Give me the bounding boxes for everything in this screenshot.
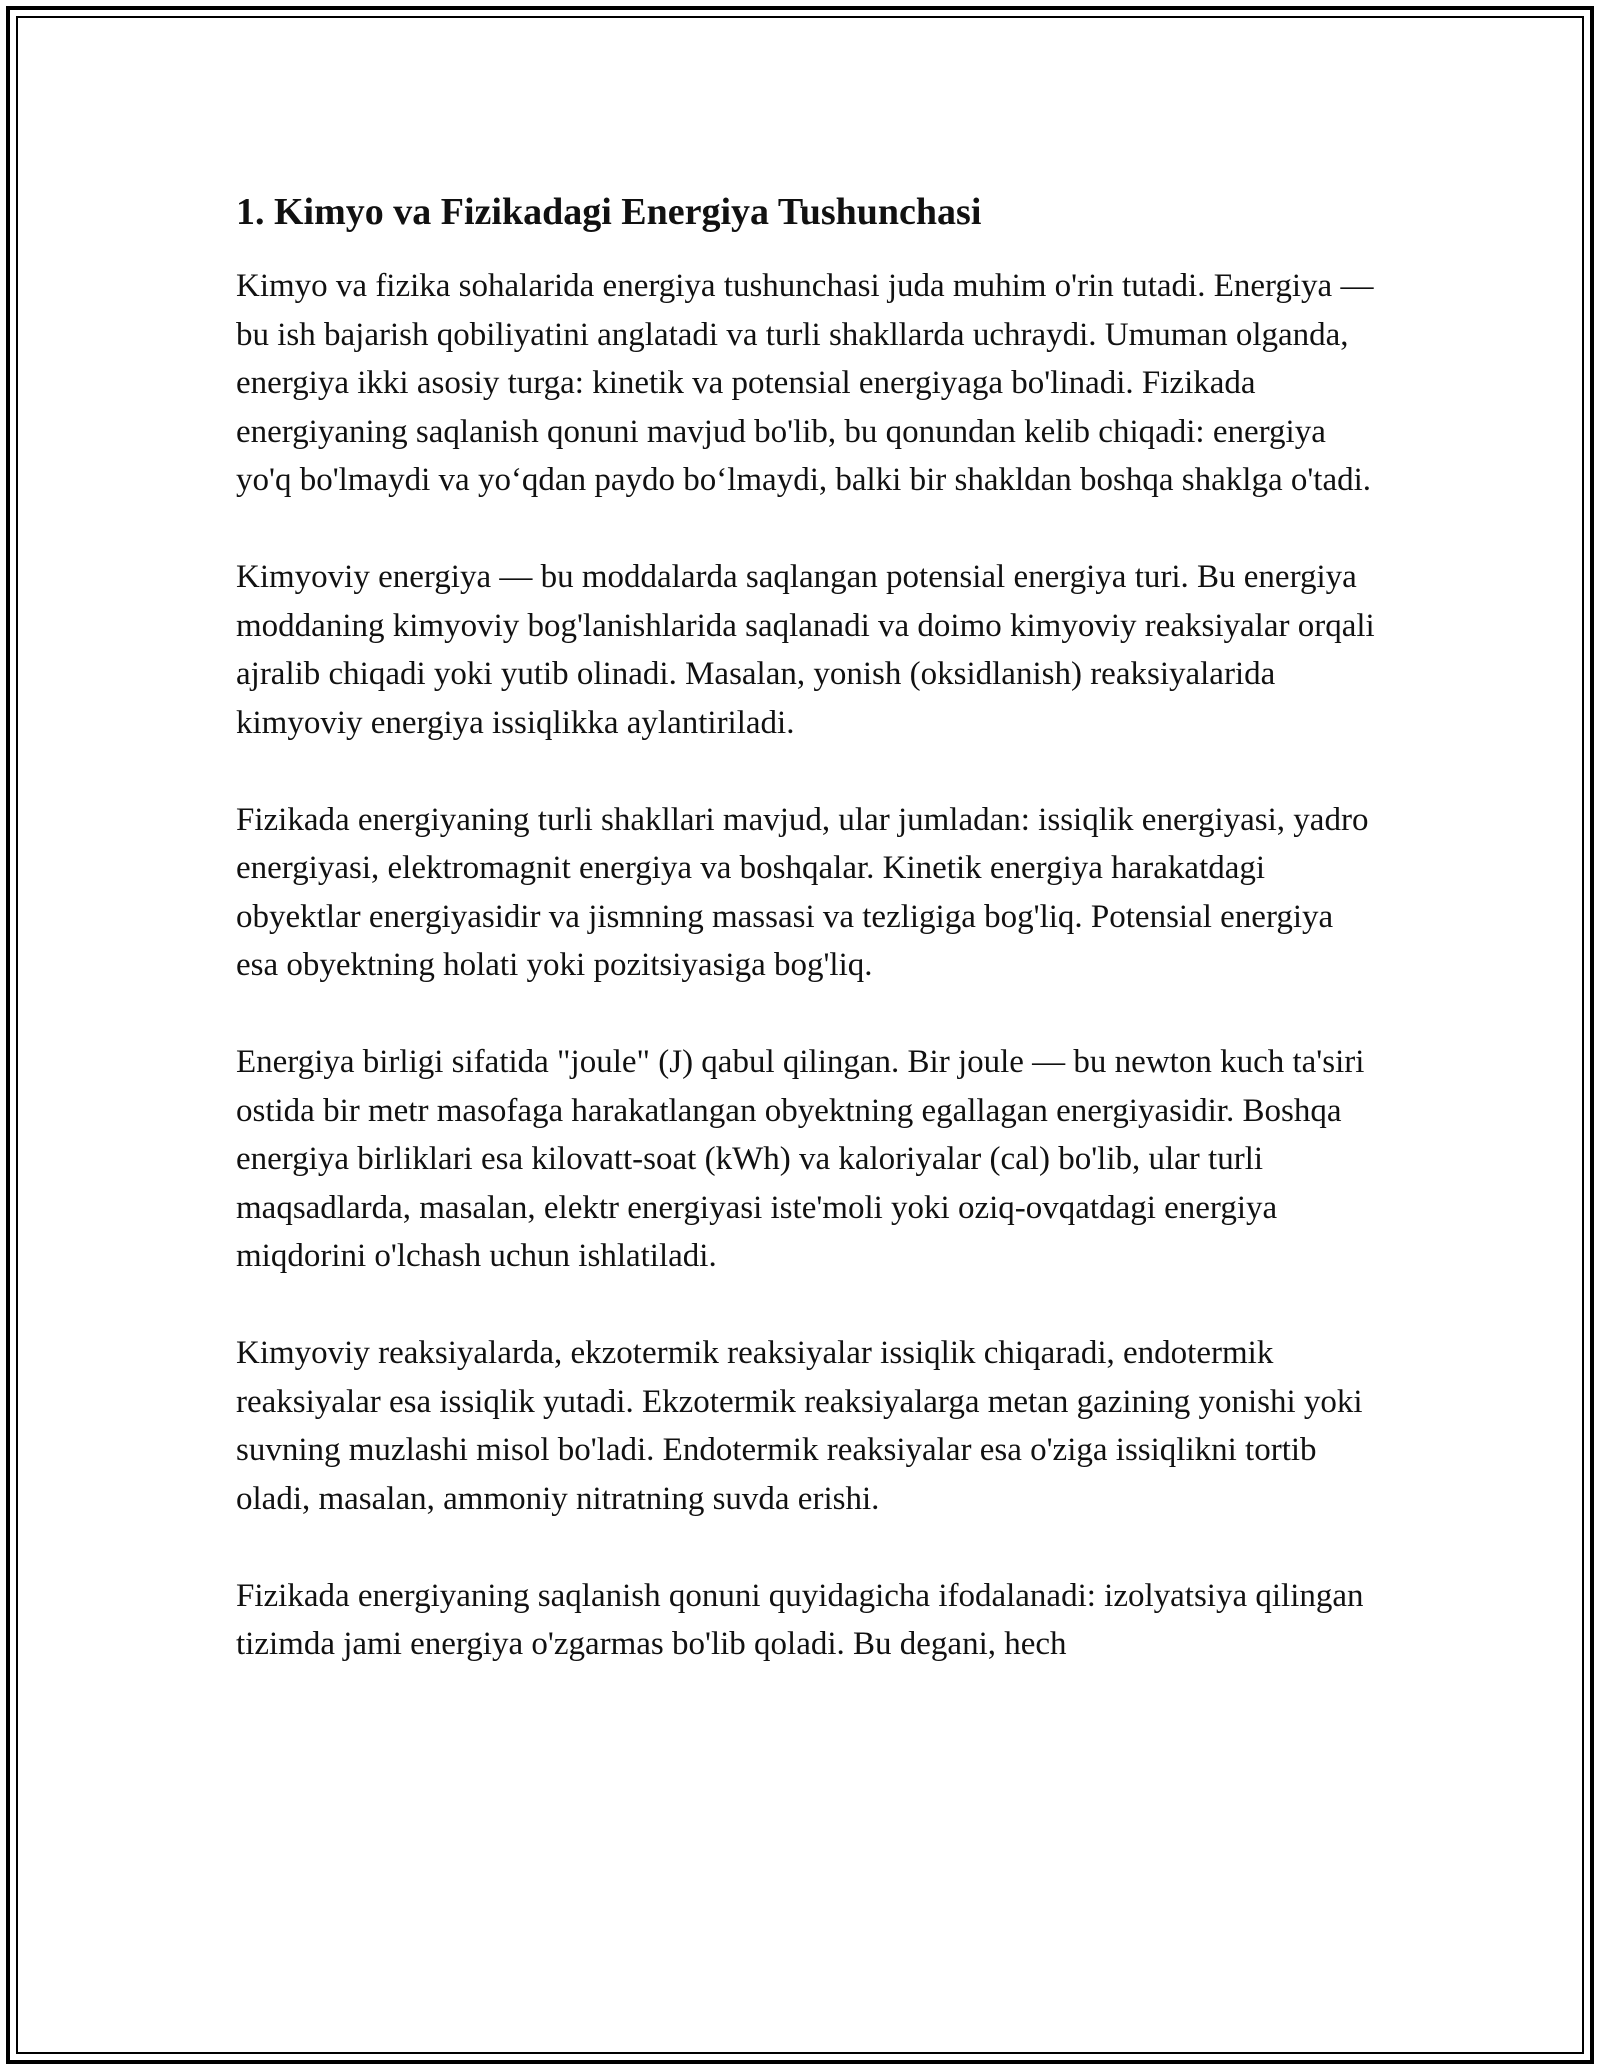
paragraph-2: Kimyoviy energiya — bu moddalarda saqlangan potensial energiya turi. Bu energiya moddaning kimyoviy bog'lanishlarida saqlanadi va doimo kimyoviy reaksiyalar orqali ajralib chiqadi yoki yutib olinadi. Masalan, yonish (oksidlanish) reaksiyalarida kimyoviy energiya issiqlikka aylantiriladi.	[236, 559, 1375, 741]
paragraph-6: Fizikada energiyaning saqlanish qonuni quyidagicha ifodalanadi: izolyatsiya qilingan tizimda jami energiya o'zgarmas bo'lib qoladi. Bu degani, hech	[236, 1577, 1364, 1662]
paragraph-5: Kimyoviy reaksiyalarda, ekzotermik reaksiyalar issiqlik chiqaradi, endotermik reaksiyalar esa issiqlik yutadi. Ekzotermik reaksiyalarga metan gazining yonishi yoki suvning muzlashi misol bo'ladi. Endotermik reaksiyalar esa o'ziga issiqlikni tortib oladi, masalan, ammoniy nitratning suvda erishi.	[236, 1335, 1363, 1517]
document-page	[236, 188, 1376, 1717]
section-heading: 1. Kimyo va Fizikadagi Energiya Tushunchasi	[236, 191, 982, 233]
paragraph-3: Fizikada energiyaning turli shakllari mavjud, ular jumladan: issiqlik energiyasi, yadro energiyasi, elektromagnit energiya va boshqalar. Kinetik energiya harakatdagi obyektlar energiyasidir va jismning massasi va tezligiga bog'liq. Potensial energiya esa obyektning holati yoki pozitsiyasiga bog'liq.	[236, 801, 1369, 983]
paragraph-4: Energiya birligi sifatida "joule" (J) qabul qilingan. Bir joule — bu newton kuch ta'siri ostida bir metr masofaga harakatlangan obyektning egallagan energiyasidir. Boshqa energiya birliklari esa kilovatt-soat (kWh) va kaloriyalar (cal) bo'lib, ular turli maqsadlarda, masalan, elektr energiyasi iste'moli yoki oziq-ovqatdagi energiya miqdorini o'lchash uchun ishlatiladi.	[236, 1044, 1365, 1274]
paragraph-1: Kimyo va fizika sohalarida energiya tushunchasi juda muhim o'rin tutadi. Energiya — bu ish bajarish qobiliyatini anglatadi va turli shakllarda uchraydi. Umuman olganda, energiya ikki asosiy turga: kinetik va potensial energiyaga bo'linadi. Fizikada energiyaning saqlanish qonuni mavjud bo'lib, bu qonundan kelib chiqadi: energiya yo'q bo'lmaydi va yo‘qdan paydo bo‘lmaydi, balki bir shakldan boshqa shaklga o'tadi.	[236, 268, 1374, 498]
